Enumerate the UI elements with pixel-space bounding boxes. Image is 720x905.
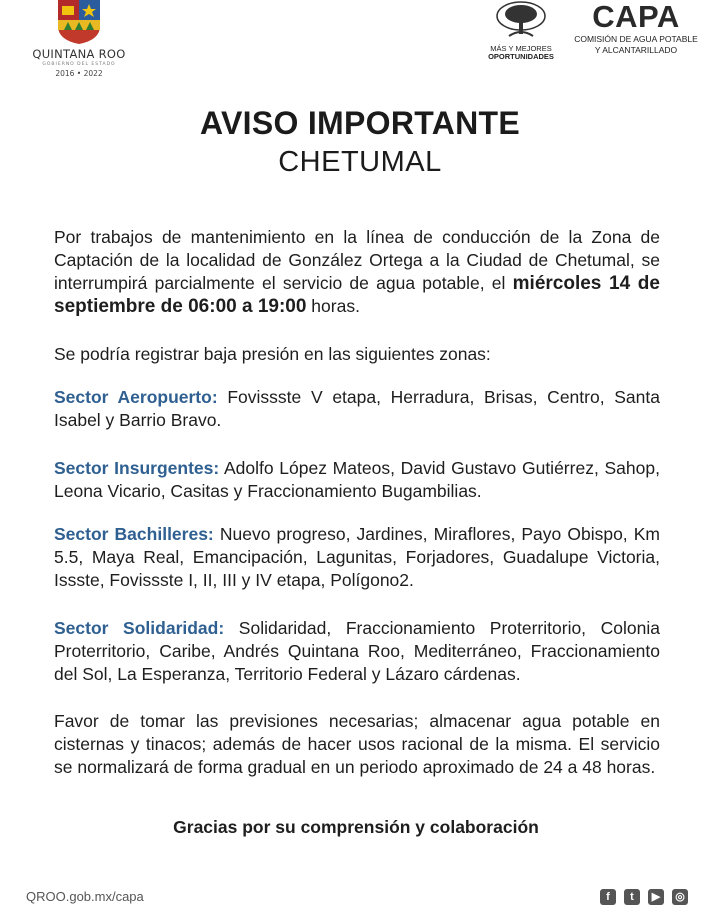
social-icons <box>600 889 688 905</box>
capa-title: CAPA <box>592 0 680 34</box>
instagram-icon[interactable]: ◎ <box>672 889 688 905</box>
sector-areas: Solidaridad, Fraccionamiento Proterritorio, Colonia Proterritorio, Caribe, Andrés Quintana Roo, Mediterráneo, Fraccionamiento del Sol, La Esperanza, Territorio Federal y Lázaro cárdenas. <box>54 618 660 684</box>
capa-subtitle-line-2: Y ALCANTARILLADO <box>594 45 678 55</box>
sector-paragraph <box>54 617 660 686</box>
sector-paragraph <box>54 457 660 503</box>
quintana-roo-logo <box>24 0 134 78</box>
sector-name: Sector Solidaridad: <box>54 618 225 638</box>
state-name: QUINTANA ROO <box>32 47 126 61</box>
facebook-icon[interactable]: f <box>600 889 616 905</box>
caption-line-2: OPORTUNIDADES <box>488 52 554 61</box>
intro-paragraph <box>54 226 660 318</box>
shield-icon <box>56 0 102 44</box>
capa-logo <box>556 0 716 56</box>
footer-url[interactable]: QROO.gob.mx/capa <box>26 889 144 904</box>
sector-name: Sector Bachilleres: <box>54 524 214 544</box>
sector-areas: Adolfo López Mateos, David Gustavo Gutiérrez, Sahop, Leona Vicario, Casitas y Fraccionamiento Bugambilias. <box>54 458 660 501</box>
intro-text: Por trabajos de mantenimiento en la línea de conducción de la Zona de Captación de la localidad de González Ortega a la Ciudad de Chetumal, se interrumpirá parcialmente el servicio de agua potable, el <box>54 227 660 293</box>
government-years: 2016 • 2022 <box>55 69 103 78</box>
twitter-icon[interactable]: t <box>624 889 640 905</box>
thanks-message: Gracias por su comprensión y colaboración <box>173 817 539 837</box>
youtube-icon[interactable]: ▶ <box>648 889 664 905</box>
state-government-label: GOBIERNO DEL ESTADO <box>42 62 116 67</box>
oportunidades-logo <box>478 0 564 61</box>
caption-line-1: MÁS Y MEJORES <box>490 44 552 53</box>
sector-paragraph <box>54 386 660 432</box>
capa-subtitle-line-1: COMISIÓN DE AGUA POTABLE <box>574 34 698 44</box>
notice-city: CHETUMAL <box>278 146 442 178</box>
date-time: miércoles 14 de septiembre de 06:00 a 19:00 <box>54 273 660 317</box>
intro-end: horas. <box>311 296 360 316</box>
tree-icon <box>493 0 549 40</box>
zones-intro: Se podría registrar baja presión en las siguientes zonas: <box>54 344 491 364</box>
sector-areas: Nuevo progreso, Jardines, Miraflores, Payo Obispo, Km 5.5, Maya Real, Emancipación, Lagunitas, Forjadores, Guadalupe Victoria, Issste, Fovissste I, II, III y IV etapa, Polígono2. <box>54 524 660 590</box>
advice-paragraph: Favor de tomar las previsiones necesarias; almacenar agua potable en cisternas y tinacos; además de hacer usos racional de la misma. El servicio se normalizará de forma gradual en un periodo aproximado de 24 a 48 horas. <box>54 711 660 777</box>
sector-name: Sector Aeropuerto: <box>54 387 218 407</box>
oportunidades-caption <box>478 45 564 61</box>
sector-name: Sector Insurgentes: <box>54 458 220 478</box>
sector-paragraph <box>54 523 660 592</box>
sector-areas: Fovissste V etapa, Herradura, Brisas, Centro, Santa Isabel y Barrio Bravo. <box>54 387 660 430</box>
notice-title: AVISO IMPORTANTE <box>199 105 521 141</box>
